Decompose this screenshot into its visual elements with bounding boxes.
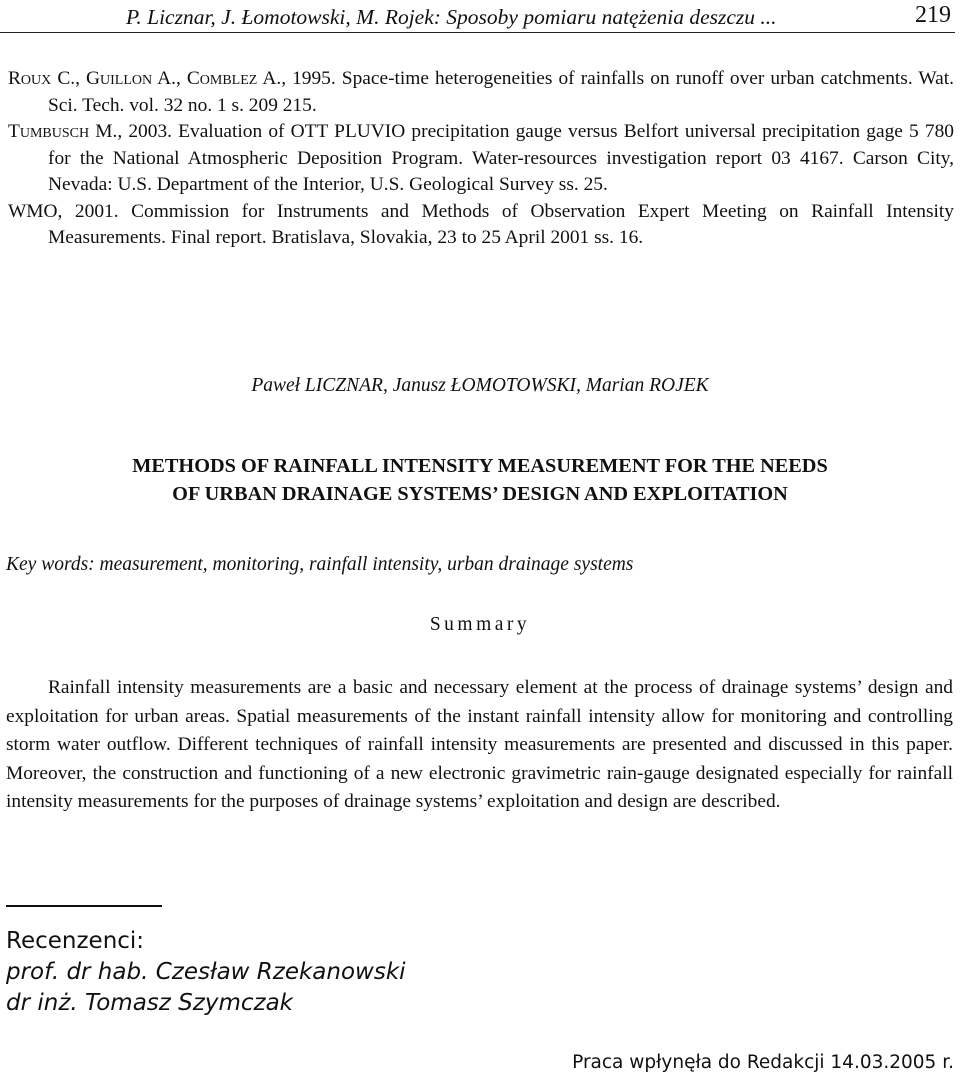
- article-title: [0, 452, 960, 508]
- reference-text: , 1995. Space-time heterogeneities of rainfalls on runoff over urban catchments. Wat. Sci. Tech. vol. 32 no. 1 s. 209 215.: [48, 68, 954, 116]
- reviewer-name: prof. dr hab. Czesław Rzekanowski: [6, 959, 406, 985]
- running-header: [0, 2, 955, 33]
- running-title: P. Licznar, J. Łomotowski, M. Rojek: Sposoby pomiaru natężenia deszczu ...: [126, 5, 777, 29]
- reference-item: [8, 66, 954, 119]
- reference-item: [8, 119, 954, 199]
- reference-text: , 2003. Evaluation of OTT PLUVIO precipitation gauge versus Belfort universal precipitation gage 5 780 for the National Atmospheric Deposition Program. Water-resources investigation report 03 4167. Carson City, Nevada: U.S. Department of the Interior, U.S. Geological Survey ss. 25.: [48, 121, 954, 195]
- received-date-note: Praca wpłynęła do Redakcji 14.03.2005 r.: [572, 1052, 954, 1073]
- article-authors: Paweł LICZNAR, Janusz ŁOMOTOWSKI, Marian ROJEK: [251, 375, 709, 396]
- keywords: Key words: measurement, monitoring, rainfall intensity, urban drainage systems: [6, 554, 634, 575]
- reference-authors: Roux C., Guillon A., Comblez A.: [8, 68, 282, 89]
- reference-text: WMO, 2001. Commission for Instruments and Methods of Observation Expert Meeting on Rainfall Intensity Measurements. Final report. Bratislava, Slovakia, 23 to 25 April 2001 ss. 16.: [8, 200, 954, 248]
- title-line: OF URBAN DRAINAGE SYSTEMS’ DESIGN AND EXPLOITATION: [172, 483, 788, 505]
- reviewers-label: Recenzenci:: [6, 928, 145, 954]
- reference-authors: Tumbusch M.: [8, 121, 118, 142]
- reviewer-name: dr inż. Tomasz Szymczak: [6, 990, 293, 1016]
- references-list: [8, 66, 954, 252]
- page-number: 219: [915, 2, 951, 28]
- title-line: METHODS OF RAINFALL INTENSITY MEASUREMENT FOR THE NEEDS: [132, 455, 828, 477]
- reviewers-block: [6, 926, 406, 1019]
- reference-item: [8, 199, 954, 252]
- summary-heading: Summary: [429, 614, 531, 635]
- summary-text: Rainfall intensity measurements are a basic and necessary element at the process of drainage systems’ design and exploitation for urban areas. Spatial measurements of the instant rainfall intensity allow for monitoring and controlling storm water outflow. Different techniques of rainfall intensity measurements are presented and discussed in this paper. Moreover, the construction and functioning of a new electronic gravimetric rain-gauge designated especially for rainfall intensity measurements for the purposes of drainage systems’ exploitation and design are described.: [6, 677, 953, 812]
- separator-rule: [6, 905, 162, 907]
